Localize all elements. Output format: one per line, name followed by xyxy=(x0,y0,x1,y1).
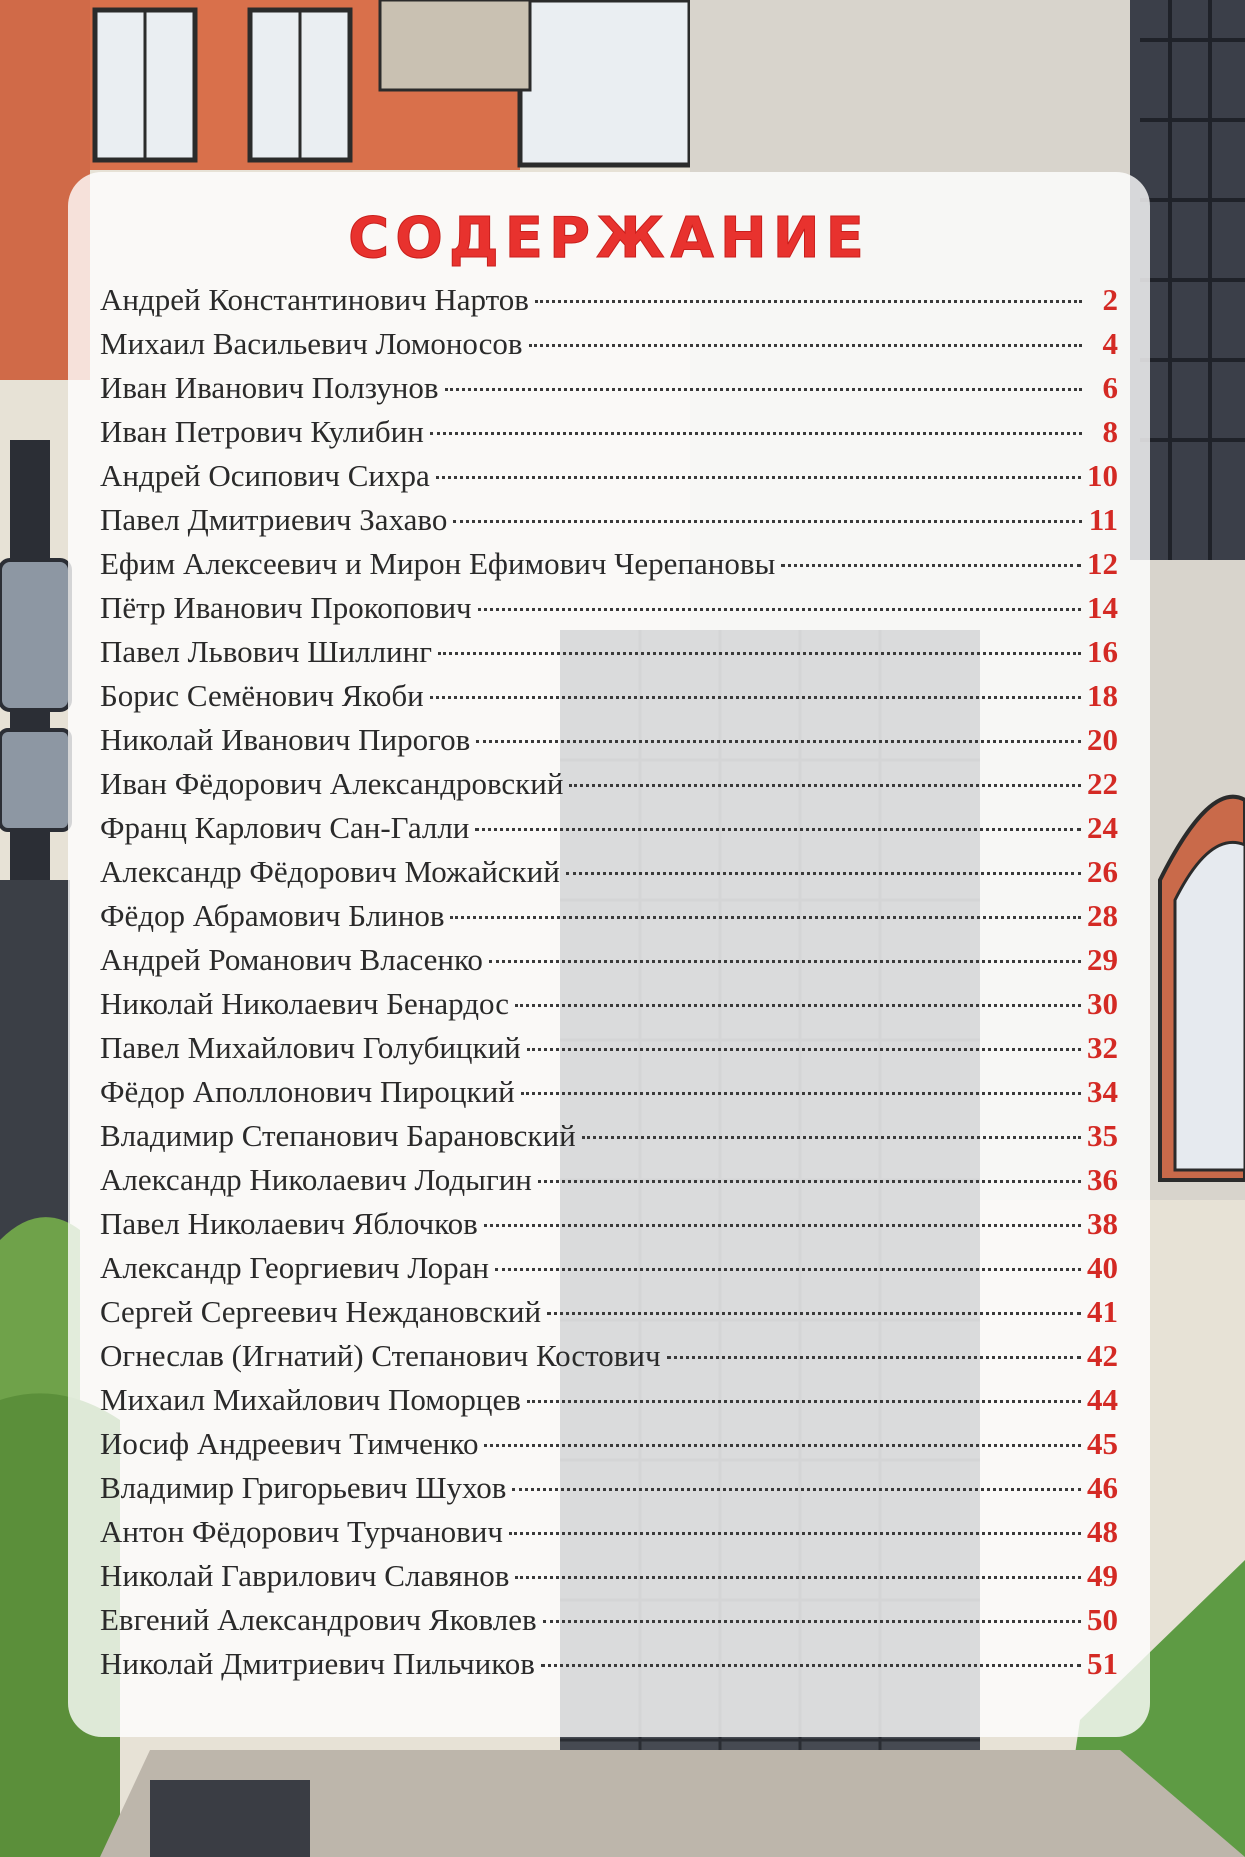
dot-leader xyxy=(453,520,1082,523)
dot-leader xyxy=(667,1356,1081,1359)
toc-entry-page-number: 48 xyxy=(1087,1514,1118,1549)
dot-leader xyxy=(527,1400,1081,1403)
page-title: СОДЕРЖАНИЕ xyxy=(348,206,870,271)
dot-leader xyxy=(521,1092,1081,1095)
toc-entry-name: Андрей Романович Власенко xyxy=(100,942,483,977)
toc-entry[interactable] xyxy=(100,278,1118,322)
toc-entry-name: Николай Гаврилович Славянов xyxy=(100,1558,510,1593)
toc-entry-page-number: 46 xyxy=(1087,1470,1118,1505)
toc-entry-page-number: 11 xyxy=(1088,502,1118,537)
toc-entry-name: Михаил Васильевич Ломоносов xyxy=(100,326,523,361)
toc-entry[interactable] xyxy=(100,1554,1118,1598)
dot-leader xyxy=(450,916,1081,919)
dot-leader xyxy=(436,476,1081,479)
toc-list xyxy=(100,278,1118,1686)
iron-fence xyxy=(0,880,70,1260)
toc-entry-name: Евгений Александрович Яковлев xyxy=(100,1602,537,1637)
dot-leader xyxy=(489,960,1081,963)
toc-entry-name: Борис Семёнович Якоби xyxy=(100,678,424,713)
toc-entry[interactable] xyxy=(100,1202,1118,1246)
toc-entry[interactable] xyxy=(100,1026,1118,1070)
toc-entry-name: Александр Николаевич Лодыгин xyxy=(100,1162,532,1197)
toc-entry-name: Ефим Алексеевич и Мирон Ефимович Черепановы xyxy=(100,546,776,581)
toc-entry-page-number: 8 xyxy=(1102,414,1118,449)
toc-entry-page-number: 20 xyxy=(1087,722,1118,757)
toc-entry-page-number: 10 xyxy=(1087,458,1118,493)
toc-entry-name: Сергей Сергеевич Неждановский xyxy=(100,1294,542,1329)
toc-entry-name: Александр Георгиевич Лоран xyxy=(100,1250,489,1285)
toc-entry-name: Александр Фёдорович Можайский xyxy=(100,854,560,889)
toc-entry-name: Николай Дмитриевич Пильчиков xyxy=(100,1646,535,1681)
toc-entry-name: Владимир Григорьевич Шухов xyxy=(100,1470,507,1505)
toc-entry-page-number: 30 xyxy=(1087,986,1118,1021)
dot-leader xyxy=(569,784,1081,787)
toc-entry-page-number: 18 xyxy=(1087,678,1118,713)
toc-entry[interactable] xyxy=(100,806,1118,850)
toc-entry-page-number: 32 xyxy=(1087,1030,1118,1065)
toc-entry[interactable] xyxy=(100,1598,1118,1642)
toc-entry[interactable] xyxy=(100,1158,1118,1202)
toc-entry-page-number: 51 xyxy=(1087,1646,1118,1681)
toc-entry-page-number: 49 xyxy=(1087,1558,1118,1593)
toc-entry-page-number: 4 xyxy=(1102,326,1118,361)
toc-entry-name: Михаил Михайлович Поморцев xyxy=(100,1382,521,1417)
toc-entry-page-number: 45 xyxy=(1087,1426,1118,1461)
table-of-contents-panel xyxy=(68,172,1150,1737)
toc-entry-name: Пётр Иванович Прокопович xyxy=(100,590,472,625)
dot-leader xyxy=(543,1620,1081,1623)
toc-entry-name: Николай Николаевич Бенардос xyxy=(100,986,510,1021)
toc-entry[interactable] xyxy=(100,762,1118,806)
dot-leader xyxy=(476,740,1081,743)
dot-leader xyxy=(527,1048,1081,1051)
dot-leader xyxy=(430,696,1081,699)
toc-entry[interactable] xyxy=(100,1114,1118,1158)
toc-entry[interactable] xyxy=(100,454,1118,498)
toc-entry-name: Иван Петрович Кулибин xyxy=(100,414,424,449)
dot-leader xyxy=(495,1268,1081,1271)
dot-leader xyxy=(541,1664,1081,1667)
toc-entry-page-number: 40 xyxy=(1087,1250,1118,1285)
toc-entry-page-number: 41 xyxy=(1087,1294,1118,1329)
toc-entry[interactable] xyxy=(100,366,1118,410)
toc-entry-page-number: 26 xyxy=(1087,854,1118,889)
dot-leader xyxy=(566,872,1081,875)
toc-entry[interactable] xyxy=(100,1246,1118,1290)
toc-entry[interactable] xyxy=(100,1642,1118,1686)
dot-leader xyxy=(515,1576,1081,1579)
dot-leader xyxy=(438,652,1081,655)
toc-entry-page-number: 34 xyxy=(1087,1074,1118,1109)
toc-entry-name: Павел Дмитриевич Захаво xyxy=(100,502,448,537)
toc-entry-name: Иван Иванович Ползунов xyxy=(100,370,439,405)
toc-entry-page-number: 14 xyxy=(1087,590,1118,625)
toc-entry[interactable] xyxy=(100,1466,1118,1510)
toc-entry-page-number: 36 xyxy=(1087,1162,1118,1197)
toc-entry[interactable] xyxy=(100,938,1118,982)
toc-entry[interactable] xyxy=(100,982,1118,1026)
dot-leader xyxy=(475,828,1081,831)
toc-entry-name: Иван Фёдорович Александровский xyxy=(100,766,564,801)
toc-entry[interactable] xyxy=(100,1422,1118,1466)
toc-entry-page-number: 16 xyxy=(1087,634,1118,669)
dot-leader xyxy=(535,300,1082,303)
toc-entry-name: Антон Фёдорович Турчанович xyxy=(100,1514,503,1549)
toc-entry[interactable] xyxy=(100,718,1118,762)
toc-entry-name: Владимир Степанович Барановский xyxy=(100,1118,576,1153)
dot-leader xyxy=(582,1136,1081,1139)
toc-entry-name: Франц Карлович Сан-Галли xyxy=(100,810,470,845)
toc-entry[interactable] xyxy=(100,1334,1118,1378)
toc-entry-name: Павел Львович Шиллинг xyxy=(100,634,432,669)
toc-entry-page-number: 50 xyxy=(1087,1602,1118,1637)
toc-entry-page-number: 44 xyxy=(1087,1382,1118,1417)
toc-entry-name: Иосиф Андреевич Тимченко xyxy=(100,1426,479,1461)
toc-entry-name: Фёдор Аполлонович Пироцкий xyxy=(100,1074,515,1109)
toc-entry-page-number: 28 xyxy=(1087,898,1118,933)
toc-entry-page-number: 2 xyxy=(1102,282,1118,317)
dot-leader xyxy=(484,1444,1081,1447)
toc-entry[interactable] xyxy=(100,1290,1118,1334)
dot-leader xyxy=(515,1004,1081,1007)
toc-entry-name: Андрей Константинович Нартов xyxy=(100,282,529,317)
toc-entry-name: Павел Михайлович Голубицкий xyxy=(100,1030,521,1065)
toc-entry-name: Андрей Осипович Сихра xyxy=(100,458,430,493)
toc-entry[interactable] xyxy=(100,498,1118,542)
toc-entry[interactable] xyxy=(100,322,1118,366)
dot-leader xyxy=(445,388,1082,391)
toc-entry[interactable] xyxy=(100,542,1118,586)
toc-entry[interactable] xyxy=(100,1070,1118,1114)
toc-entry-name: Огнеслав (Игнатий) Степанович Костович xyxy=(100,1338,661,1373)
toc-entry-page-number: 35 xyxy=(1087,1118,1118,1153)
dot-leader xyxy=(509,1532,1081,1535)
toc-entry-name: Павел Николаевич Яблочков xyxy=(100,1206,478,1241)
toc-entry-page-number: 42 xyxy=(1087,1338,1118,1373)
toc-entry[interactable] xyxy=(100,674,1118,718)
toc-entry[interactable] xyxy=(100,410,1118,454)
dot-leader xyxy=(512,1488,1081,1491)
dot-leader xyxy=(781,564,1081,567)
toc-entry[interactable] xyxy=(100,1510,1118,1554)
toc-entry-page-number: 24 xyxy=(1087,810,1118,845)
toc-entry-page-number: 12 xyxy=(1087,546,1118,581)
toc-entry-name: Фёдор Абрамович Блинов xyxy=(100,898,445,933)
toc-entry[interactable] xyxy=(100,850,1118,894)
toc-entry[interactable] xyxy=(100,894,1118,938)
dot-leader xyxy=(538,1180,1081,1183)
dot-leader xyxy=(529,344,1082,347)
toc-entry-page-number: 38 xyxy=(1087,1206,1118,1241)
toc-entry[interactable] xyxy=(100,630,1118,674)
toc-entry[interactable] xyxy=(100,1378,1118,1422)
dot-leader xyxy=(484,1224,1081,1227)
dot-leader xyxy=(478,608,1081,611)
toc-entry-page-number: 29 xyxy=(1087,942,1118,977)
toc-entry-page-number: 22 xyxy=(1087,766,1118,801)
dot-leader xyxy=(430,432,1082,435)
toc-entry-name: Николай Иванович Пирогов xyxy=(100,722,471,757)
toc-entry[interactable] xyxy=(100,586,1118,630)
dot-leader xyxy=(547,1312,1081,1315)
toc-entry-page-number: 6 xyxy=(1102,370,1118,405)
